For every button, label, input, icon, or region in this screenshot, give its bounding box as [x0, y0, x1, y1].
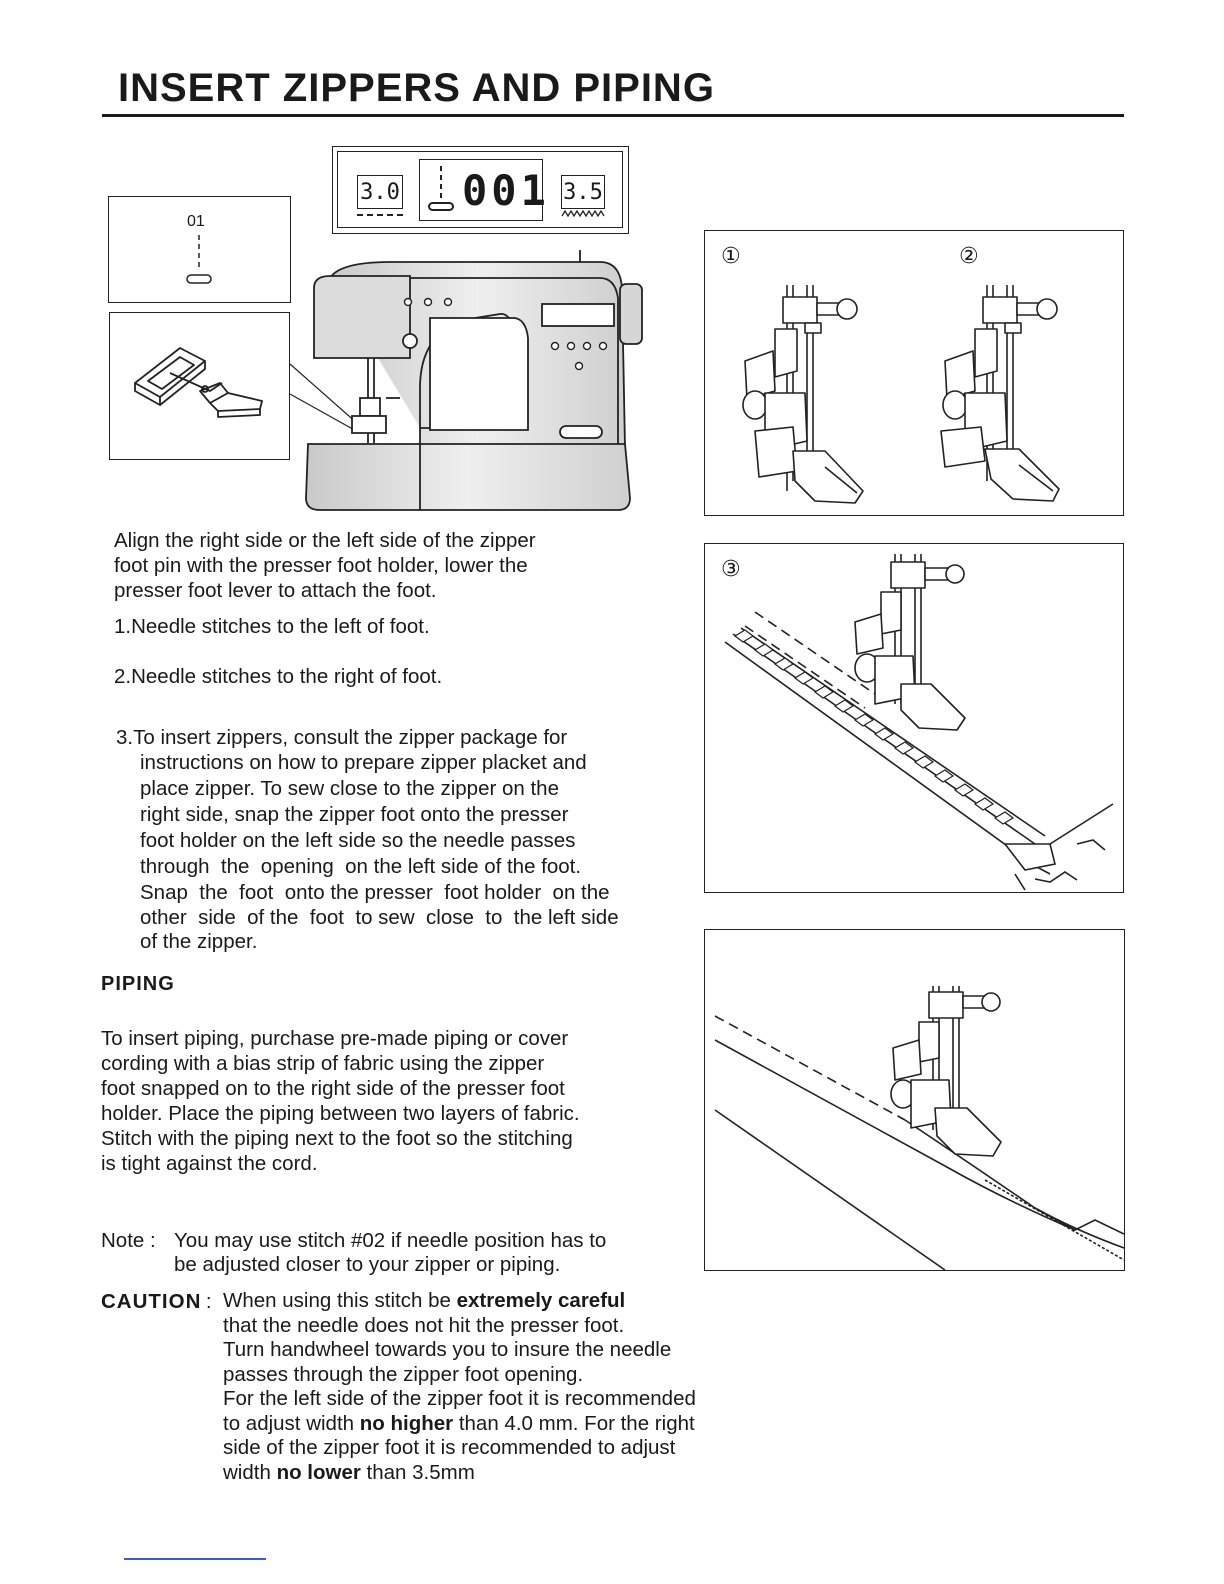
figure-3-box — [704, 543, 1124, 893]
note-label: Note : — [101, 1229, 156, 1252]
piping-paragraph — [101, 1026, 580, 1176]
title-rule — [102, 114, 1124, 117]
intro-line: foot pin with the presser foot holder, lower the — [114, 554, 528, 577]
caution-label: CAUTION — [101, 1290, 202, 1313]
step-3-line: other side of the foot to sew close to the left side — [140, 906, 619, 929]
step-3-body — [140, 750, 619, 954]
figure-2-label: ② — [959, 243, 979, 268]
caution-line: side of the zipper foot it is recommended to adjust — [223, 1436, 676, 1459]
piping-line: foot snapped on to the right side of the presser foot — [101, 1077, 565, 1100]
lcd-left-dashes — [357, 214, 403, 216]
step-3-line: place zipper. To sew close to the zipper on the — [140, 777, 559, 800]
lcd-right-value: 3.5 — [563, 179, 603, 205]
needle-position-icon — [426, 164, 456, 218]
caution-line: Turn handwheel towards you to insure the needle — [223, 1338, 672, 1361]
figure-3-label: ③ — [721, 556, 741, 581]
zigzag-icon — [561, 209, 607, 219]
step-3-line: Snap the foot onto the presser foot holder on the — [140, 881, 610, 904]
caution-separator: : — [205, 1290, 212, 1313]
caution-text-segment: width — [223, 1460, 277, 1484]
sewing-machine-illustration — [300, 248, 650, 513]
figure-1-label: ① — [721, 243, 741, 268]
step-3-line: of the zipper. — [140, 930, 258, 953]
zipper-foot-box — [109, 312, 290, 460]
step-1: 1.Needle stitches to the left of foot. — [114, 615, 430, 638]
caution-line — [223, 1461, 696, 1486]
caution-text-segment: than 4.0 mm. For the right — [453, 1411, 695, 1435]
intro-line: presser foot lever to attach the foot. — [114, 579, 437, 602]
caution-line — [223, 1412, 696, 1437]
figure-1-2-box — [704, 230, 1124, 516]
piping-figure-box — [704, 929, 1125, 1271]
piping-line: cording with a bias strip of fabric using the zipper — [101, 1052, 545, 1075]
zipper-sewing-illustration — [705, 544, 1123, 892]
caution-emphasis: no higher — [359, 1411, 454, 1435]
lcd-right-value-box — [561, 175, 605, 209]
step-3-line: through the opening on the left side of the foot. — [140, 855, 582, 878]
lcd-left-value-box — [357, 175, 403, 209]
caution-text-segment: to adjust width — [223, 1411, 360, 1435]
intro-paragraph — [114, 528, 536, 603]
caution-line — [223, 1289, 696, 1314]
caution-line: that the needle does not hit the presser foot. — [223, 1313, 625, 1337]
note-line-2: be adjusted closer to your zipper or piping. — [174, 1253, 561, 1276]
piping-line: To insert piping, purchase pre-made piping or cover — [101, 1027, 569, 1050]
zipper-foot-illustration — [110, 313, 288, 457]
step-3-line: foot holder on the left side so the needle passes — [140, 829, 576, 852]
presser-foot-left-illustration — [735, 281, 895, 511]
stitch-diagram-label: 01 — [187, 213, 205, 230]
caution-label-group — [101, 1289, 212, 1314]
piping-line: Stitch with the piping next to the foot so the stitching — [101, 1127, 573, 1150]
lcd-left-value: 3.0 — [360, 179, 400, 205]
piping-line: holder. Place the piping between two layers of fabric. — [101, 1102, 580, 1125]
caution-text-segment: When using this stitch be — [223, 1289, 457, 1312]
piping-heading: PIPING — [101, 973, 175, 995]
caution-emphasis: no lower — [276, 1460, 361, 1484]
caution-emphasis: extremely careful — [456, 1289, 626, 1312]
page-title: INSERT ZIPPERS AND PIPING — [118, 66, 715, 110]
lcd-stitch-number: 001 — [462, 166, 550, 215]
caution-line: For the left side of the zipper foot it is recommended — [223, 1387, 696, 1410]
piping-line: is tight against the cord. — [101, 1152, 318, 1175]
step-3-first-line: 3.To insert zippers, consult the zipper package for — [116, 726, 568, 749]
lcd-center-box — [419, 159, 550, 221]
stitch-diagram-box — [108, 196, 291, 303]
piping-sewing-illustration — [705, 930, 1124, 1270]
note-line-1: You may use stitch #02 if needle position has to — [174, 1229, 607, 1252]
step-3-line: instructions on how to prepare zipper placket and — [140, 751, 587, 774]
lcd-display — [332, 146, 629, 234]
footer-underline — [124, 1558, 266, 1560]
intro-line: Align the right side or the left side of the zipper — [114, 529, 536, 552]
caution-text — [223, 1289, 696, 1485]
step-3-line: right side, snap the zipper foot onto the presser — [140, 803, 569, 826]
caution-line: passes through the zipper foot opening. — [223, 1362, 584, 1386]
presser-foot-right-illustration — [935, 281, 1095, 511]
caution-text-segment: than 3.5mm — [360, 1460, 475, 1484]
needle-position-icon — [179, 233, 219, 289]
step-2: 2.Needle stitches to the right of foot. — [114, 665, 443, 688]
